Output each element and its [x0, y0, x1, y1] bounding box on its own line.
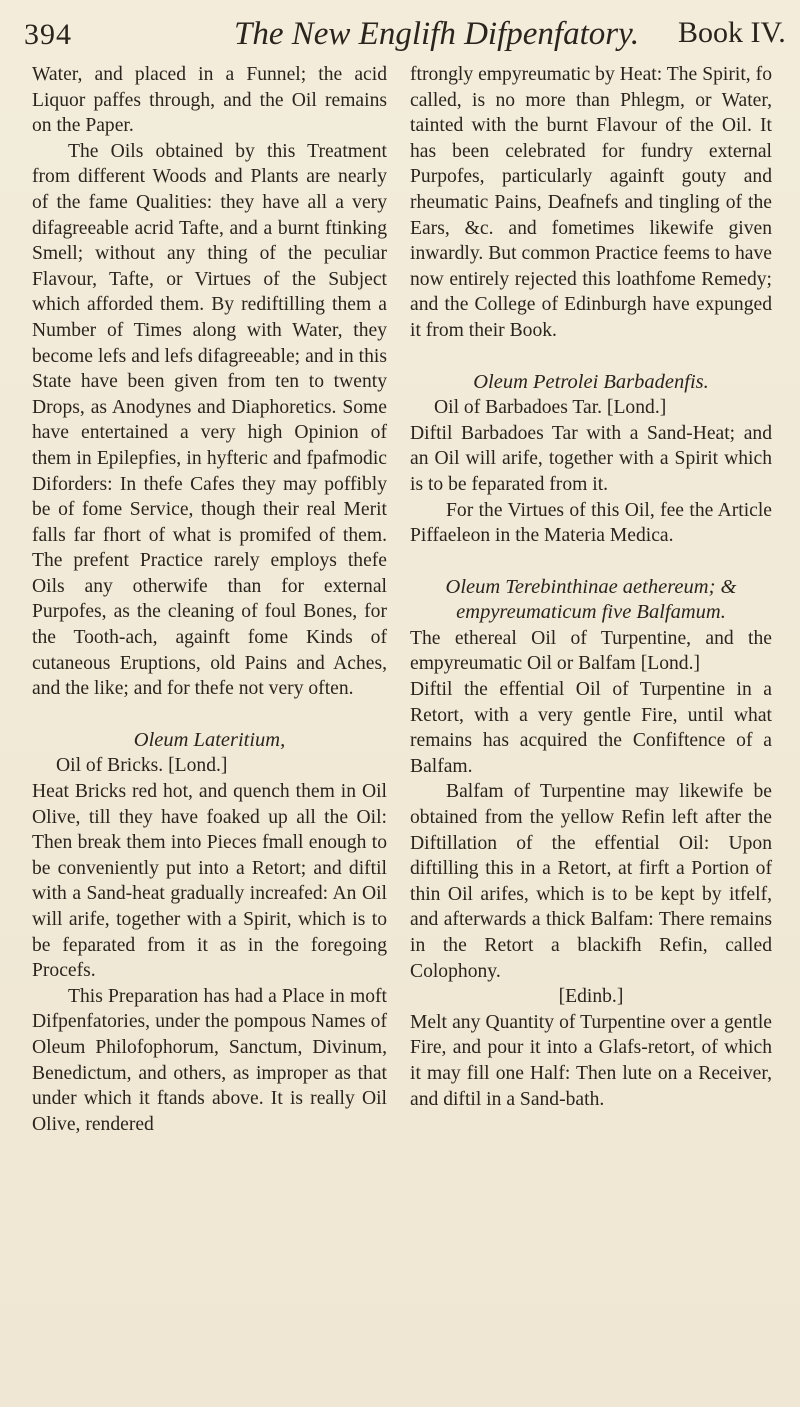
section-subheading: Oil of Bricks. [Lond.] [56, 755, 228, 777]
paragraph: This Preparation has had a Place in moft Difpenfatories, under the pompous Names of Oleum Philofophorum, Sanctum, Divinum, Benedictum, and others, as improper as that under which it ftands above. It is really Oil Olive, rendered [32, 985, 387, 1135]
paragraph: Balfam of Turpentine may likewife be obtained from the yellow Refin left after the Diftillation of the effential Oil: Upon diftilling this in a Retort, at firft a Portion of thin Oil arifes, which is to be kept by itfelf, and afterwards a thick Balfam: There remains in the Retort a blackifh Refin, called Colophony. [410, 781, 772, 982]
page-number: 394 [24, 18, 72, 51]
paragraph: Melt any Quantity of Turpentine over a gentle Fire, and pour it into a Glafs-retort, of which it may fill one Half: Then lute on a Receiver, and diftil in a Sand-bath. [410, 1011, 772, 1110]
section-heading: Oleum Terebinthinae aethereum; & empyreumaticum five Balfamum. [445, 575, 737, 624]
paragraph: Diftil the effential Oil of Turpentine in a Retort, with a very gentle Fire, until what remains has acquired the Confiftence of a Balfam. [410, 679, 772, 777]
paragraph: The Oils obtained by this Treatment from different Woods and Plants are nearly of the fame Qualities: they have all a very difagreeable acrid Tafte, and a burnt ftinking Smell; without any thing of the peculiar Flavour, Tafte, or Virtues of the Subject which afforded them. By rediftilling them a Number of Times along with Water, they become lefs and lefs difagreeable; and in this State have been given from ten to twenty Drops, as Anodynes and Diaphoretics. Some have entertained a very high Opinion of them in Epilepfies, in hyfteric and fpafmodic Diforders: In thefe Cafes they may poffibly be of fome Service, though their real Merit falls far fhort of what is promifed of them. The prefent Practice rarely employs thefe Oils any otherwife than for external Purpofes, as the cleaning of foul Bones, for the Tooth-ach, againft fome Kinds of cutaneous Eruptions, old Pains and Aches, and the like; and for thefe not very often. [32, 140, 387, 700]
section-heading: Oleum Petrolei Barbadenfis. [473, 370, 709, 393]
running-header [24, 16, 786, 58]
left-column [32, 62, 387, 1137]
paragraph: ftrongly empyreumatic by Heat: The Spirit, fo called, is no more than Phlegm, or Water, tainted with the burnt Flavour of the Oil. It has been celebrated for fundry external Purpofes, particularly againft gouty and rheumatic Pains, Deafnefs and tingling of the Ears, &c. and fometimes likewife given inwardly. But common Practice feems to have now entirely rejected this loathfome Remedy; and the College of Edinburgh have expunged it from their Book. [410, 64, 772, 341]
paragraph: Heat Bricks red hot, and quench them in Oil Olive, till they have foaked up all the Oil: Then break them into Pieces fmall enough to be conveniently put into a Retort; and diftil with a Sand-heat gradually increafed: An Oil will arife, together with a Spirit, which is to be feparated from it as in the foregoing Procefs. [32, 781, 387, 982]
paragraph: Diftil Barbadoes Tar with a Sand-Heat; and an Oil will arife, together with a Spirit which is to be feparated from it. [410, 422, 772, 495]
section-subheading: The ethereal Oil of Turpentine, and the empyreumatic Oil or Balfam [Lond.] [410, 627, 772, 675]
paragraph: For the Virtues of this Oil, fee the Article Piffaeleon in the Materia Medica. [410, 499, 772, 547]
running-title: The New Englifh Difpenfatory. [234, 16, 640, 52]
paragraph: Water, and placed in a Funnel; the acid Liquor paffes through, and the Oil remains on the Paper. [32, 64, 387, 137]
section-heading: Oleum Lateritium, [133, 728, 286, 751]
reference: [Edinb.] [558, 986, 624, 1008]
right-column [410, 62, 772, 1112]
section-subheading: Oil of Barbadoes Tar. [Lond.] [434, 397, 667, 419]
book-label: Book IV. [678, 16, 786, 49]
